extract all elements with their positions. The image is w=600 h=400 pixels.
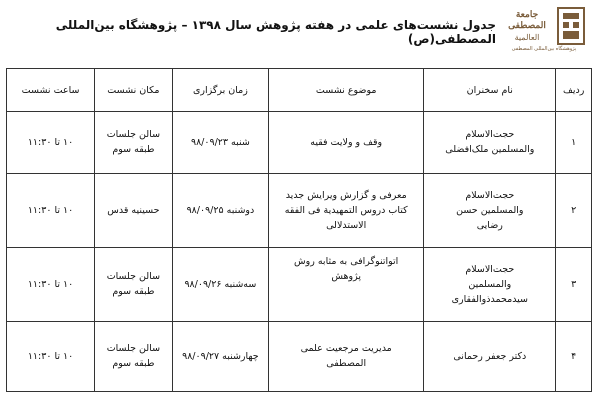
hour-cell: ۱۰ تا ۱۱:۳۰ xyxy=(7,321,95,391)
table-row xyxy=(7,321,592,391)
speaker-line: رضایی xyxy=(476,219,503,231)
header-speaker: نام سخنران xyxy=(424,69,556,112)
topic-line: پژوهش xyxy=(331,270,361,282)
place-cell xyxy=(95,321,173,391)
place-line: طبقه سوم xyxy=(112,358,155,370)
table-row xyxy=(7,247,592,321)
logo-wordmark xyxy=(498,10,556,43)
time-cell: سه‌شنبه ۹۸/۰۹/۲۶ xyxy=(172,247,268,321)
speaker-line: والمسلمین حسن xyxy=(456,204,524,216)
place-line: طبقه سوم xyxy=(112,144,155,156)
topic-cell xyxy=(269,173,424,247)
topic-line: المصطفی xyxy=(326,358,367,370)
place-line: سالن جلسات xyxy=(106,343,161,355)
row-number: ۳ xyxy=(556,247,592,321)
time-cell: شنبه ۹۸/۰۹/۲۳ xyxy=(172,112,268,174)
hour-cell: ۱۰ تا ۱۱:۳۰ xyxy=(7,173,95,247)
speaker-line: حجت‌الاسلام xyxy=(465,263,515,275)
place-line: سالن جلسات xyxy=(106,271,161,283)
topic-line: مدیریت مرجعیت علمی xyxy=(300,343,392,355)
logo-line-3: العالمية xyxy=(514,33,540,42)
speaker-cell xyxy=(424,173,556,247)
speaker-cell xyxy=(424,321,556,391)
speaker-line: سیدمحمدذوالفقاری xyxy=(451,293,529,305)
header-topic: موضوع نشست xyxy=(269,69,424,112)
time-cell: چهارشنبه ۹۸/۰۹/۲۷ xyxy=(172,321,268,391)
place-line: سالن جلسات xyxy=(106,129,161,141)
table-header-row xyxy=(7,69,592,112)
place-cell xyxy=(95,247,173,321)
topic-cell xyxy=(269,247,424,321)
place-cell xyxy=(95,112,173,174)
speaker-cell xyxy=(424,247,556,321)
header-hour: ساعت نشست xyxy=(7,69,95,112)
schedule-table xyxy=(6,68,592,392)
logo-subtitle: پژوهشگاه بین‌المللی المصطفی xyxy=(511,46,577,52)
header-place: مکان نشست xyxy=(95,69,173,112)
topic-line: کتاب دروس التمهیدیة فی الفقه xyxy=(284,204,408,216)
topic-line: اتواتنوگرافی به مثابه روش xyxy=(294,255,399,267)
header-time: زمان برگزاری xyxy=(172,69,268,112)
speaker-line: والمسلمین xyxy=(468,278,512,290)
topic-cell xyxy=(269,112,424,174)
place-line: حسینیه قدس xyxy=(107,204,160,216)
table-row xyxy=(7,112,592,174)
logo-emblem-icon xyxy=(556,6,586,46)
table-row xyxy=(7,173,592,247)
topic-line: وقف و ولایت فقیه xyxy=(310,136,383,148)
hour-cell: ۱۰ تا ۱۱:۳۰ xyxy=(7,247,95,321)
page-title: جدول نشست‌های علمی در هفته پژوهش سال ۱۳۹۸ – پژوهشگاه بین‌المللی المصطفی(ص) xyxy=(55,18,496,46)
time-cell: دوشنبه ۹۸/۰۹/۲۵ xyxy=(172,173,268,247)
speaker-line: حجت‌الاسلام xyxy=(465,189,515,201)
speaker-line: حجت‌الاسلام xyxy=(465,129,515,141)
speaker-cell xyxy=(424,112,556,174)
speaker-line: دکتر جعفر رحمانی xyxy=(453,350,527,362)
logo-line-2: المصطفى xyxy=(508,21,546,31)
topic-line: الاستدلالی xyxy=(326,219,367,231)
header-number: ردیف xyxy=(556,69,592,112)
hour-cell: ۱۰ تا ۱۱:۳۰ xyxy=(7,112,95,174)
speaker-line: والمسلمین ملک‌افضلی xyxy=(445,144,535,156)
logo-line-1: جامعة xyxy=(515,10,539,20)
row-number: ۱ xyxy=(556,112,592,174)
topic-line: معرفی و گزارش ویرایش جدید xyxy=(285,189,407,201)
place-line: طبقه سوم xyxy=(112,286,155,298)
topic-cell xyxy=(269,321,424,391)
place-cell xyxy=(95,173,173,247)
row-number: ۲ xyxy=(556,173,592,247)
institute-logo xyxy=(498,4,590,56)
row-number: ۴ xyxy=(556,321,592,391)
